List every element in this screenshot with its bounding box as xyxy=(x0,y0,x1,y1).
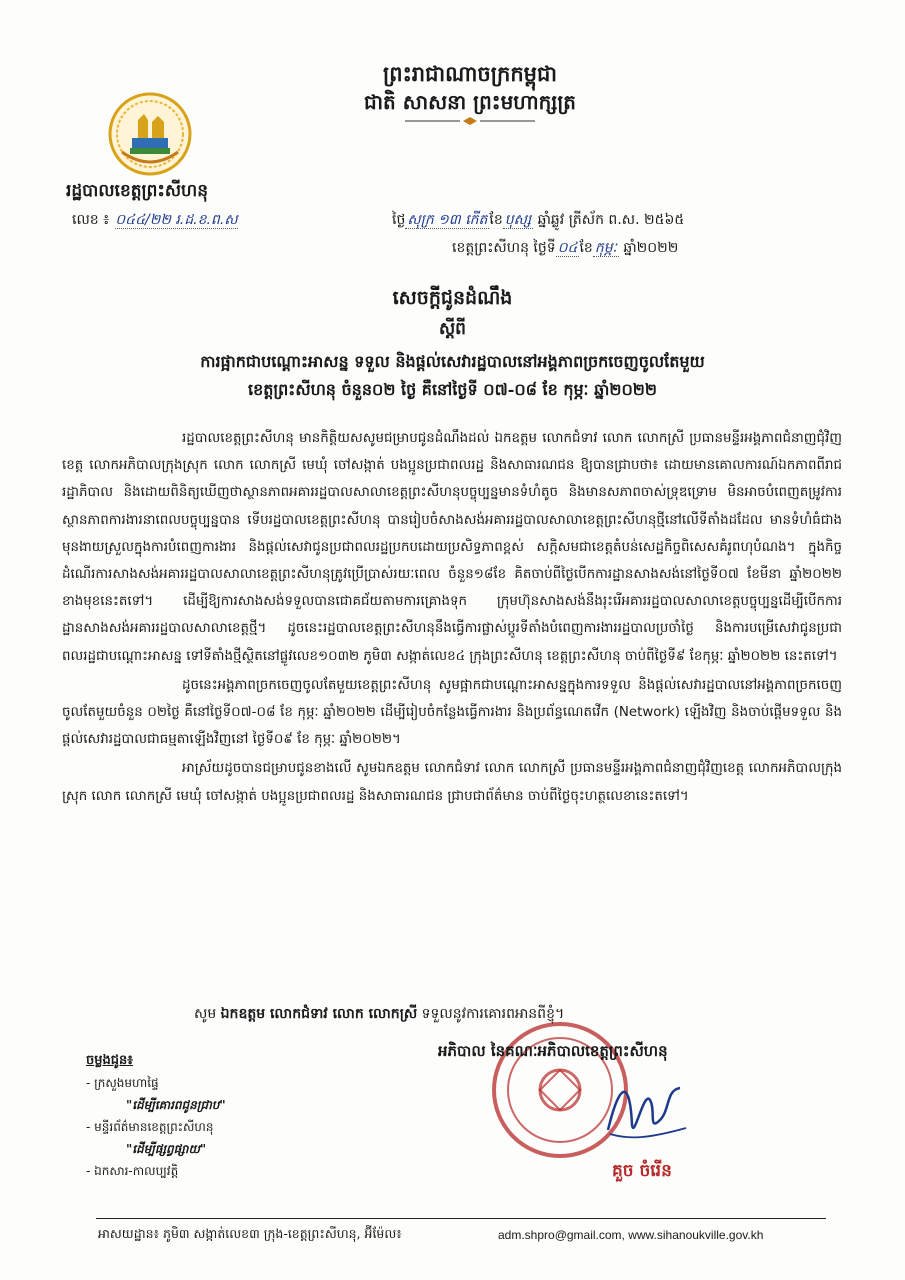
solar-date-line xyxy=(452,238,842,259)
reference-value: ០៤៤/២២ រ.ដ.ខ.ព.ស xyxy=(115,212,238,228)
national-motto: ជាតិ សាសនា ព្រះមហាក្សត្រ xyxy=(364,90,576,114)
provincial-logo-icon xyxy=(108,92,192,176)
notice-body xyxy=(62,425,842,812)
handwritten-signature-icon xyxy=(600,1070,690,1150)
copy-to-item: - ក្រសួងមហាផ្ទៃ xyxy=(86,1076,159,1090)
closing-suffix: ទទួលនូវការគោរពអានពីខ្ញុំ។ xyxy=(421,1006,565,1022)
body-paragraph-1: រដ្ឋបាលខេត្តព្រះសីហនុ មានកិត្តិយសសូមជម្រាបជូនដំណឹងដល់ ឯកឧត្តម លោកជំទាវ លោក លោកស្រី ប្រធានមន្ទីរអង្គភាពជំនាញជុំវិញខេត្ត លោកអភិបាលក្រុងស្រុក លោក លោកស្រី មេឃុំ ចៅសង្កាត់ បងប្អូនប្រជាពលរដ្ឋ និងសាធារណជន ឱ្យបានជ្រាបថា៖ ដោយមានគោលការណ៍ឯកភាពពីរាជរដ្ឋាភិបាល និងដោយពិនិត្យឃើញថាស្ថានភាពអគាររដ្ឋបាលសាលាខេត្តព្រះសីហនុបច្ចុប្បន្នមានទំហំតូច និងមានសភាពចាស់ទ្រុឌទ្រោម មិនអាចបំពេញតម្រូវការស្ថានភាពការងារនាពេលបច្ចុប្បន្នបាន ទើបរដ្ឋបាលខេត្តព្រះសីហនុ បានរៀបចំសាងសង់អគាររដ្ឋបាលសាលាខេត្តព្រះសីហនុថ្មីនៅលើទីតាំងដដែល មានទំហំធំជាងមុនងាយស្រួលក្នុងការបំពេញការងារ និងផ្តល់សេវាជូនប្រជាពលរដ្ឋប្រកបដោយប្រសិទ្ធភាពខ្ពស់ សក្តិសមជាខេត្តតំបន់សេដ្ឋកិច្ចពិសេសគំរូពហុបំណង។ ក្នុងកិច្ចដំណើរការសាងសង់អគាររដ្ឋបាលសាលាខេត្តព្រះសីហនុត្រូវប្រើប្រាស់រយៈពេល ចំនួន១៨ខែ គិតចាប់ពីថ្ងៃបើកការដ្ឋានសាងសង់នៅថ្ងៃទី០៧ ខែមីនា ឆ្នាំ២០២២ ខាងមុខនេះតទៅ។ ដើម្បីឱ្យការសាងសង់ទទួលបានជោគជ័យតាមការគ្រោងទុក ក្រុមហ៊ុនសាងសង់នឹងរុះរើអគាររដ្ឋបាលសាលាខេត្តបច្ចុប្បន្នដើម្បីបើកការដ្ឋានសាងសង់អគាររដ្ឋបាលសាលាខេត្តថ្មី។ ដូចនេះរដ្ឋបាលខេត្តព្រះសីហនុនឹងធ្វើការផ្លាស់ប្តូរទីតាំងបំពេញការងាររដ្ឋបាលប្រចាំថ្ងៃ និងការបម្រើសេវាជូនប្រជាពលរដ្ឋជាបណ្តោះអាសន្ន ទៅទីតាំងថ្មីស្ថិតនៅផ្លូវលេខ១០៣២ ភូមិ៣ សង្កាត់លេខ៤ ក្រុងព្រះសីហនុ ខេត្តព្រះសីហនុ ចាប់ពីថ្ងៃទី៩ ខែកុម្ភៈ ឆ្នាំ២០២២ នេះតទៅ។ xyxy=(62,431,843,664)
solar-year: ឆ្នាំ២០២២ xyxy=(623,240,679,256)
footer-address: អាសយដ្ឋាន៖ ភូមិ៣ សង្កាត់លេខ៣ ក្រុង-ខេត្តព្រះសីហនុ, អ៊ីម៉ែល៖ xyxy=(98,1226,402,1241)
copy-to-item: - មន្ទីរព័ត៌មានខេត្តព្រះសីហនុ xyxy=(86,1120,214,1134)
copy-to-heading: ចម្លងជូន៖ xyxy=(86,1053,133,1068)
subject-line-1: ការផ្អាកជាបណ្តោះអាសន្ន ទទួល និងផ្តល់សេវារដ្ឋបាលនៅអង្គភាពច្រកចេញចូលតែមួយ xyxy=(200,352,705,371)
copy-to-list xyxy=(86,1050,346,1182)
body-paragraph-3: អាស្រ័យដូចបានជម្រាបជូនខាងលើ សូមឯកឧត្តម លោកជំទាវ លោក លោកស្រី ប្រធានមន្ទីរអង្គភាពជំនាញជុំវិញខេត្ត លោកអភិបាលក្រុងស្រុក លោក លោកស្រី មេឃុំ ចៅសង្កាត់ បងប្អូនប្រជាពលរដ្ឋ និងសាធារណជន ជ្រាបជាព័ត៌មាន ចាប់ពីថ្ងៃចុះហត្ថលេខានេះតទៅ។ xyxy=(62,761,842,804)
ornament-divider xyxy=(405,116,535,126)
place-day-label: ខេត្តព្រះសីហនុ ថ្ងៃទី xyxy=(452,240,556,256)
signatory-title: អភិបាល នៃគណៈអភិបាលខេត្តព្រះសីហនុ xyxy=(438,1042,668,1060)
solar-month: កុម្ភៈ xyxy=(594,240,617,256)
subject-line-2: ខេត្តព្រះសីហនុ ចំនួន០២ ថ្ងៃ គឺនៅថ្ងៃទី ០៧-០៨ ខែ កុម្ភៈ ឆ្នាំ២០២២ xyxy=(247,380,658,399)
notice-title: សេចក្តីជូនដំណឹង xyxy=(392,287,513,309)
notice-subject xyxy=(60,348,845,404)
copy-to-note: "ដើម្បីគោរពជូនជ្រាប" xyxy=(126,1098,226,1112)
reference-number xyxy=(72,210,302,231)
about-label: ស្តីពី xyxy=(439,319,466,339)
solar-day: ០៤ xyxy=(557,240,578,256)
lunar-month: បុស្ស xyxy=(504,212,532,228)
solar-month-label: ខែ xyxy=(579,240,593,256)
kingdom-name: ព្រះរាជាណាចក្រកម្ពុជា xyxy=(382,61,557,86)
signatory-name: គួច ចំរើន xyxy=(612,1161,672,1181)
body-paragraph-2: ដូចនេះអង្គភាពច្រកចេញចូលតែមួយខេត្តព្រះសីហនុ សូមផ្អាកជាបណ្តោះអាសន្នក្នុងការទទួល និងផ្តល់សេវារដ្ឋបាលនៅអង្គភាពច្រកចេញចូលតែមួយចំនួន ០២ថ្ងៃ គឺនៅថ្ងៃទី០៧-០៨ ខែ កុម្ភៈ ឆ្នាំ២០២២ ដើម្បីរៀបចំកន្លែងធ្វើការងារ និងប្រព័ន្ធណេតវើក (Network) ឡើងវិញ និងចាប់ផ្តើមទទួល និង ផ្តល់សេវារដ្ឋបាលជាធម្មតាឡើងវិញនៅ ថ្ងៃទី០៩ ខែ កុម្ភៈ ឆ្នាំ២០២២។ xyxy=(62,677,842,748)
lunar-prefix: ថ្ងៃ xyxy=(392,212,406,228)
reference-label: លេខ ៖ xyxy=(72,212,110,228)
closing-honorifics: ឯកឧត្តម លោកជំទាវ លោក លោកស្រី xyxy=(220,1006,418,1022)
footer-contact: adm.shpro@gmail.com, www.sihanoukville.gov.kh xyxy=(498,1228,764,1242)
footer-divider xyxy=(96,1218,826,1219)
lunar-day: សុក្រ ១៣ កើត xyxy=(407,212,488,228)
closing-prefix: សូម xyxy=(194,1006,217,1022)
copy-to-item: - ឯកសារ-កាលប្បវត្តិ xyxy=(86,1164,179,1178)
copy-to-note: "ដើម្បីផ្សព្វផ្សាយ" xyxy=(126,1142,207,1156)
issuing-authority: រដ្ឋបាលខេត្តព្រះសីហនុ xyxy=(66,181,209,201)
lunar-month-label: ខែ xyxy=(489,212,503,228)
lunar-suffix: ឆ្នាំឆ្លូវ ត្រីស័ក ព.ស. ២៥៦៥ xyxy=(537,212,685,228)
kingdom-header xyxy=(300,60,640,116)
lunar-date-line xyxy=(392,210,842,231)
